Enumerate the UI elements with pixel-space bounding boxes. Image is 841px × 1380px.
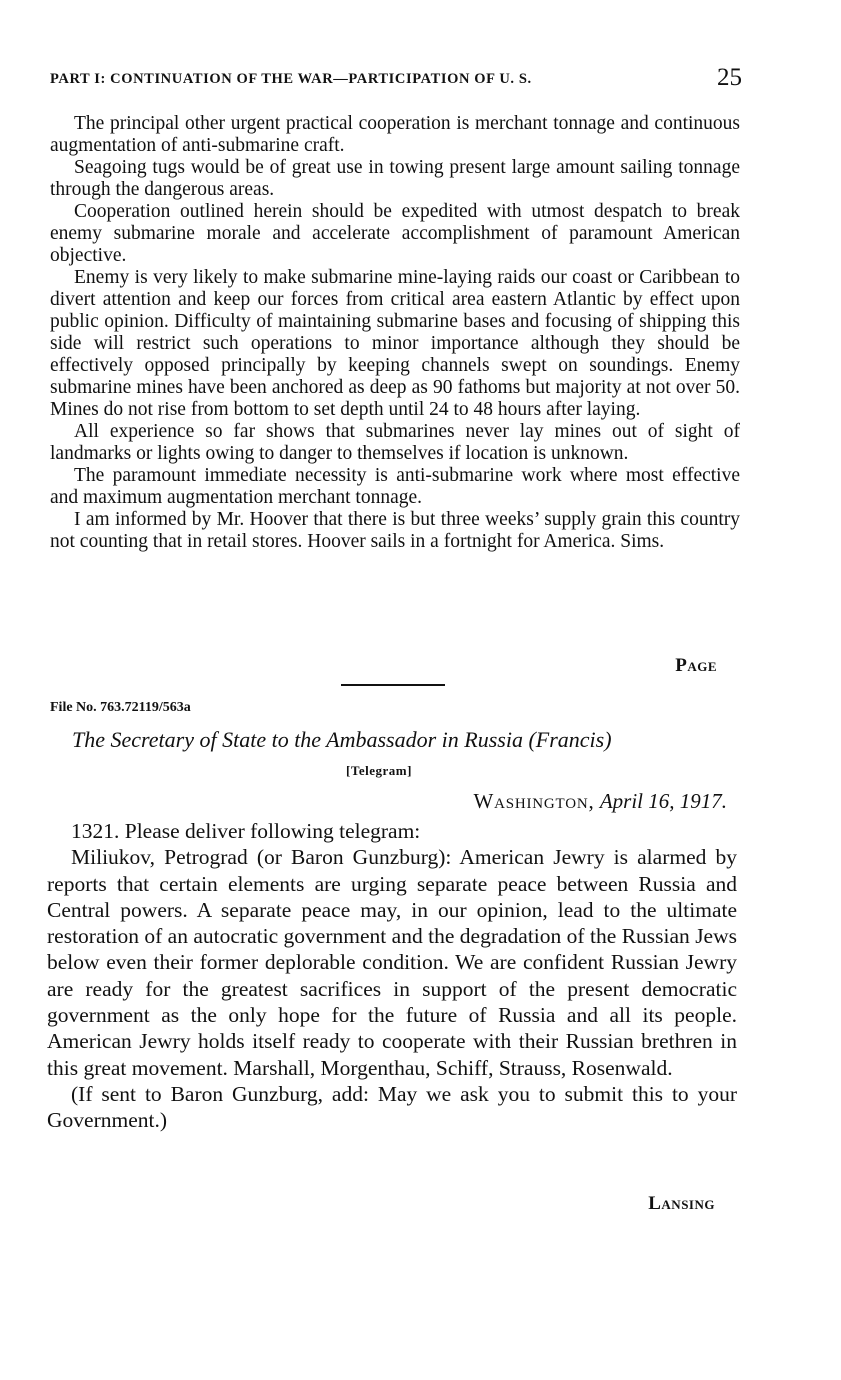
paragraph: Seagoing tugs would be of great use in towing present large amount sailing tonnage through the dangerous areas.: [50, 157, 740, 200]
document-type: [Telegram]: [346, 763, 412, 778]
paragraph: 1321. Please deliver following telegram:: [71, 819, 421, 843]
dateline-place: Washington,: [473, 789, 595, 813]
file-number: File No. 763.72119/563a: [50, 700, 191, 715]
signature-lansing: Lansing: [648, 1193, 715, 1214]
paragraph: All experience so far shows that submarines never lay mines out of sight of landmarks or lights owing to danger to themselves if location is unknown.: [50, 421, 740, 464]
paragraph: Cooperation outlined herein should be expedited with utmost despatch to break enemy submarine morale and accelerate accomplishment of paramount American objective.: [50, 201, 740, 266]
paragraph: The paramount immediate necessity is anti-submarine work where most effective and maximum augmentation merchant tonnage.: [50, 465, 740, 508]
document-title: The Secretary of State to the Ambassador in Russia (Francis): [72, 727, 612, 752]
previous-telegram-body: [50, 113, 740, 553]
telegram-body: [47, 818, 737, 1134]
running-title: PART I: CONTINUATION OF THE WAR—PARTICIPATION OF U. S.: [50, 71, 532, 87]
signature-page: Page: [675, 655, 717, 676]
paragraph: Enemy is very likely to make submarine mine-laying raids our coast or Caribbean to divert attention and keep our forces from critical area eastern Atlantic by effect upon public opinion. Difficulty of maintaining submarine bases and focusing of shipping this side will restrict such operations to minor importance although they should be effectively opposed principally by keeping channels swept on soundings. Enemy submarine mines have been anchored as deep as 90 fathoms but majority at not over 50. Mines do not rise from bottom to set depth until 24 to 48 hours after laying.: [50, 267, 740, 420]
dateline: [473, 789, 727, 814]
paragraph: I am informed by Mr. Hoover that there is but three weeks’ supply grain this country not counting that in retail stores. Hoover sails in a fortnight for America. Sims.: [50, 509, 740, 552]
paragraph: (If sent to Baron Gunzburg, add: May we ask you to submit this to your Government.): [47, 1081, 737, 1133]
running-header: [50, 64, 742, 94]
paragraph: The principal other urgent practical cooperation is merchant tonnage and continuous augmentation of anti-submarine craft.: [50, 113, 740, 156]
section-divider: [341, 684, 445, 686]
dateline-date: April 16, 1917.: [599, 789, 727, 813]
paragraph: Miliukov, Petrograd (or Baron Gunzburg): American Jewry is alarmed by reports that certain elements are urging separate peace between Russia and Central powers. A separate peace may, in our opinion, lead to the ultimate restoration of an autocratic government and the degradation of the Russian Jews below even their former deplorable condition. We are confident Russian Jewry are ready for the greatest sacrifices in support of the present democratic government as the only hope for the future of Russia and all its people. American Jewry holds itself ready to cooperate with their Russian brethren in this great movement. Marshall, Morgenthau, Schiff, Strauss, Rosenwald.: [47, 845, 737, 1080]
page-number: 25: [717, 64, 742, 91]
